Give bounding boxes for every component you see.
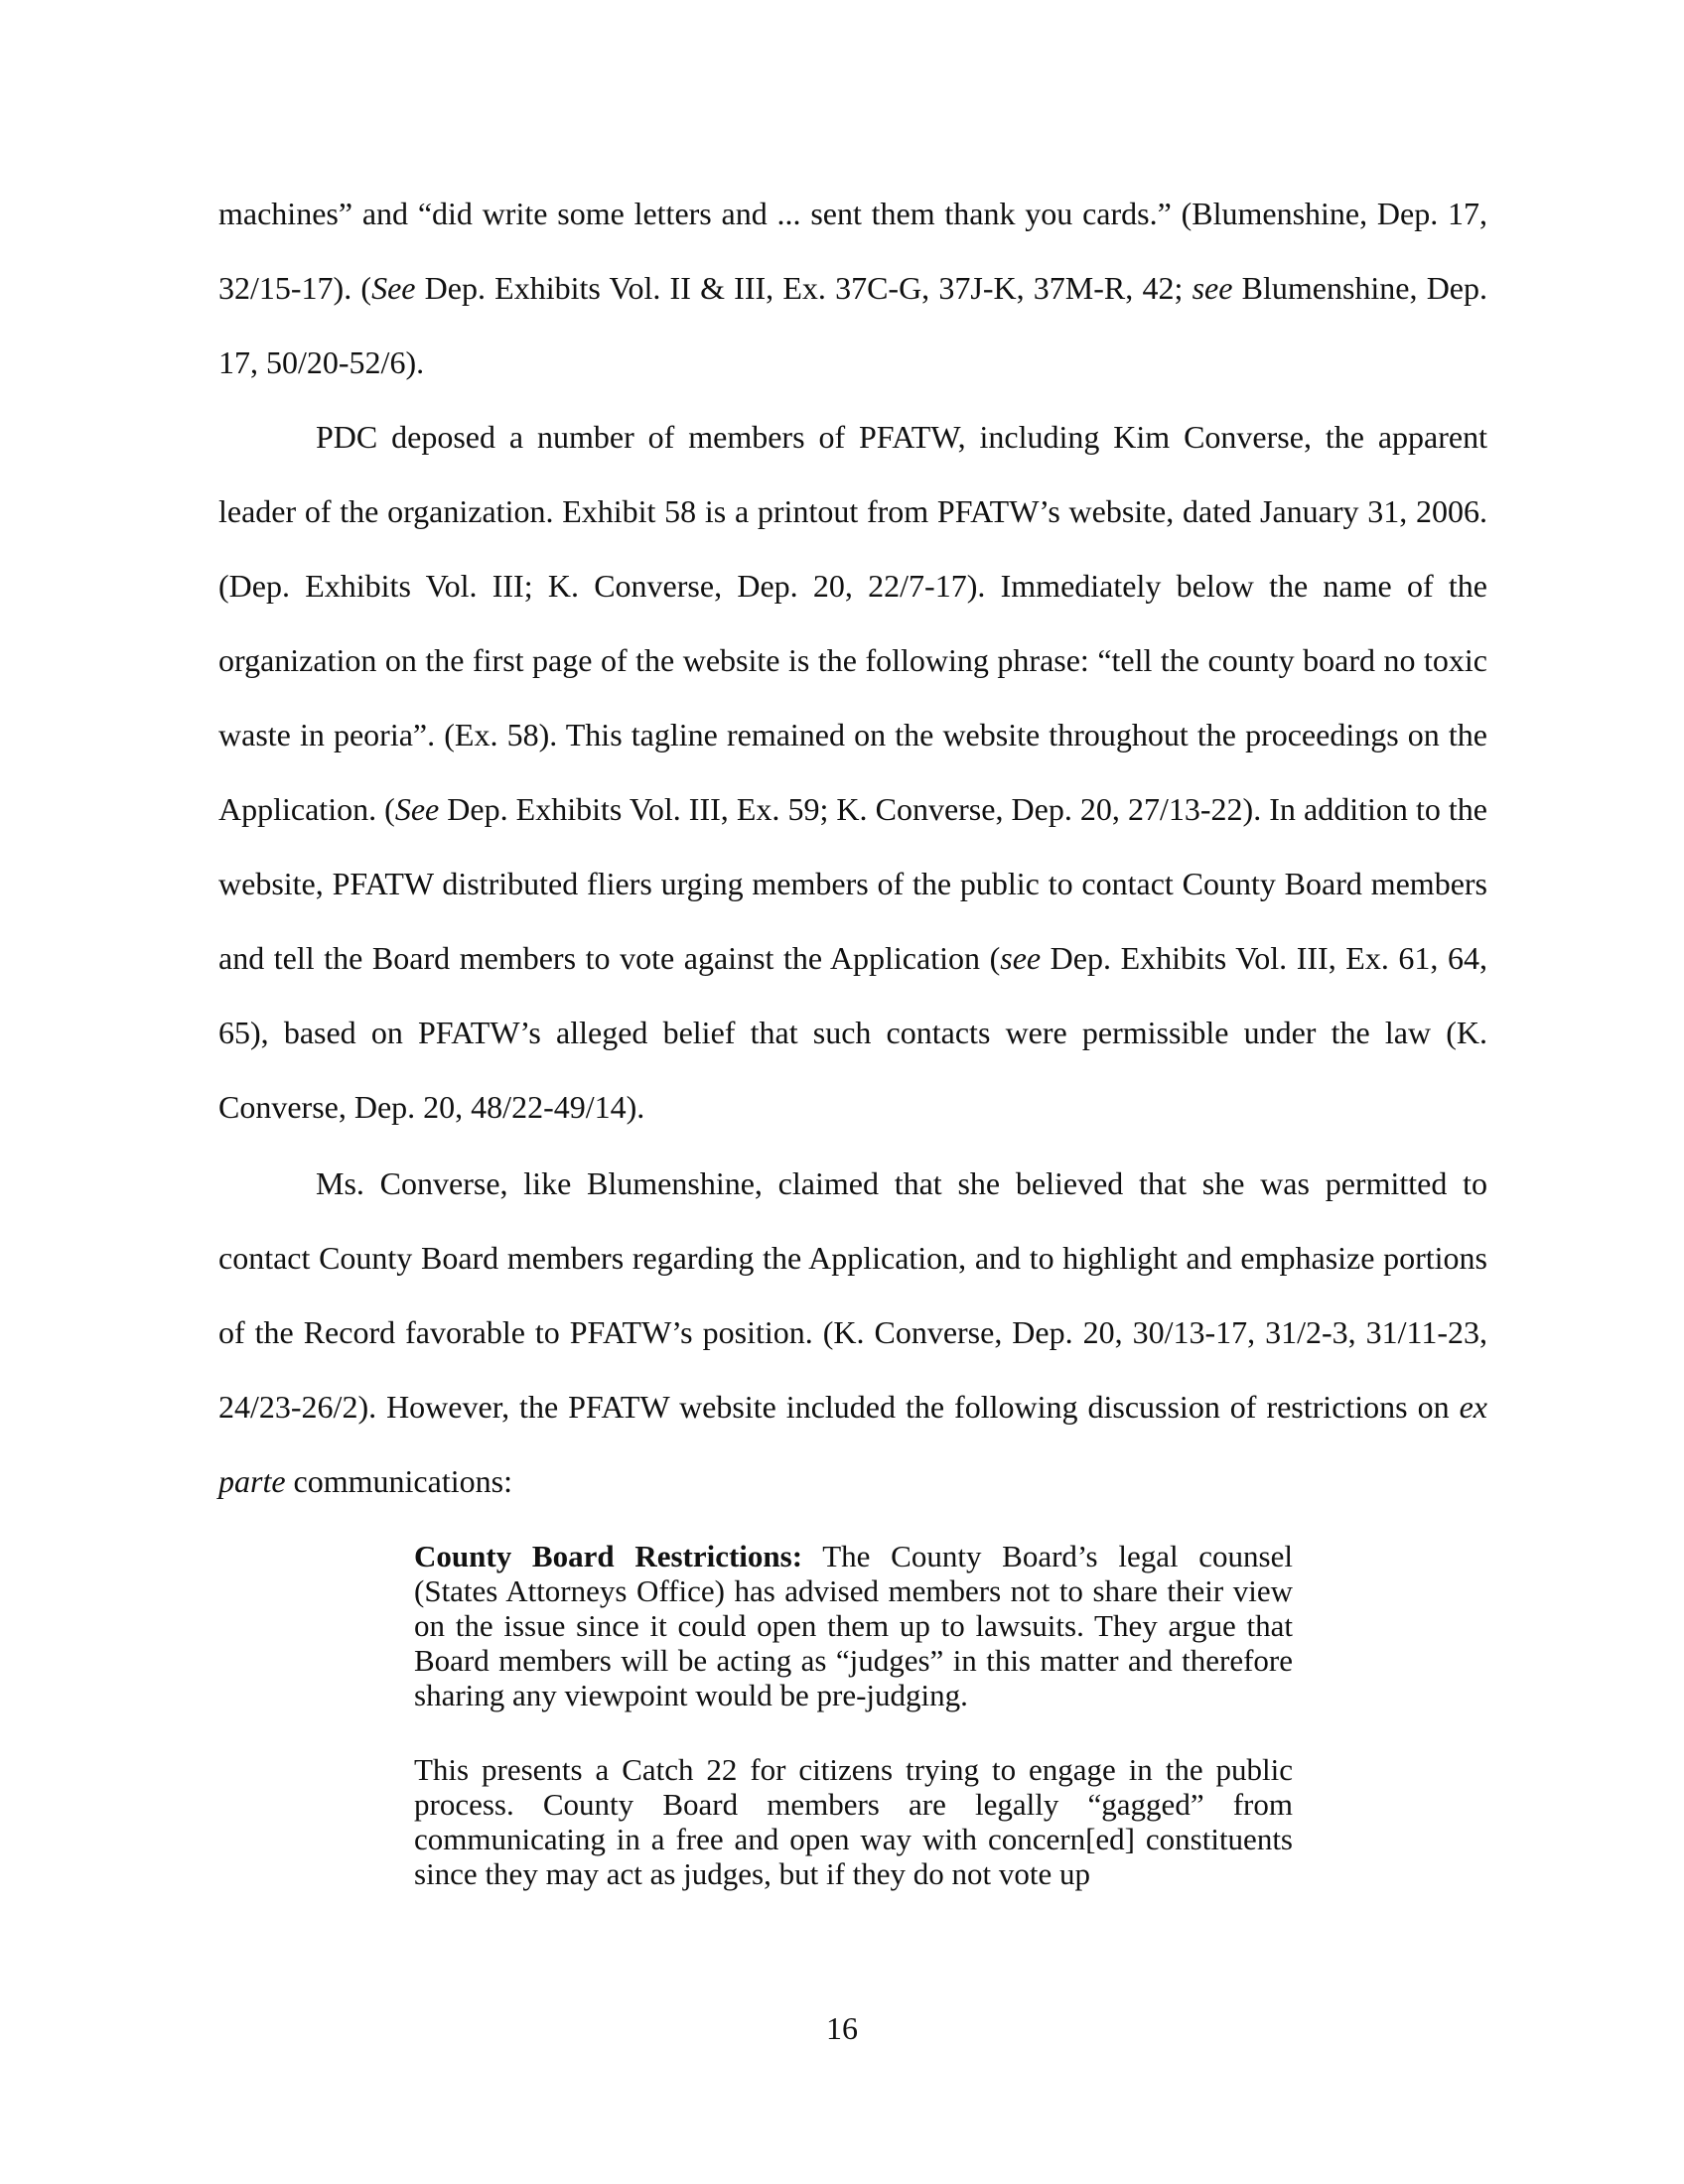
block-quote-1 (414, 1539, 1293, 1712)
paragraph-2-text-a: PDC deposed a number of members of PFATW, including Kim Converse, the apparent leader of the organization. Exhibit 58 is a printout from PFATW’s website, dated January 31, 2006. (Dep. Exhibits Vol. III; K. Converse, Dep. 20, 22/7-17). Immediately below the name of the organization on the first page of the website is the following phrase: “tell the county board no toxic waste in peoria”. (Ex. 58). This tagline remained on the website throughout the proceedings on the Application. ( (218, 419, 1487, 827)
block-quote-1-text: The County Board’s legal counsel (States Attorneys Office) has advised members not to share their view on the issue since it could open them up to lawsuits. They argue that Board members will be acting as “judges” in this matter and therefore sharing any viewpoint would be pre-judging. (414, 1539, 1293, 1712)
block-quote-2-text: This presents a Catch 22 for citizens trying to engage in the public process. County Board members are legally “gagged” from communicating in a free and open way with concern[ed] constituents since they may act as judges, but if they do not vote up (414, 1752, 1293, 1891)
paragraph-1-text-a: machines” and “did write some letters and ... sent them thank you cards.” (Blumenshine, Dep. 17, 32/15-17). ( (218, 196, 1487, 306)
paragraph-2-see-1: See (394, 791, 440, 827)
paragraph-2-text-b: Dep. Exhibits Vol. III, Ex. 59; K. Converse, Dep. 20, 27/13-22). In addition to the website, PFATW distributed fliers urging members of the public to contact County Board members and tell the Board members to vote against the Application ( (218, 791, 1488, 976)
paragraph-2-see-2: see (1000, 940, 1042, 976)
paragraph-1 (218, 177, 1487, 400)
paragraph-2 (218, 400, 1487, 1145)
paragraph-1-see-2: see (1192, 270, 1233, 306)
paragraph-1-text-c: Blumenshine, Dep. 17, 50/20-52/6). (218, 270, 1488, 380)
paragraph-1-text-b: Dep. Exhibits Vol. II & III, Ex. 37C-G, 37J-K, 37M-R, 42; (415, 270, 1193, 306)
paragraph-3-ex-parte: ex parte (218, 1389, 1487, 1499)
paragraph-3-text-b: communications: (285, 1463, 512, 1499)
block-quote-2 (414, 1752, 1293, 1891)
page-number: 16 (826, 2010, 858, 2046)
paragraph-1-see-1: See (371, 270, 416, 306)
block-quote-heading: County Board Restrictions: (414, 1539, 803, 1573)
paragraph-3-text-a: Ms. Converse, like Blumenshine, claimed that she believed that she was permitted to contact County Board members regarding the Application, and to highlight and emphasize portions of the Record favorable to PFATW’s position. (K. Converse, Dep. 20, 30/13-17, 31/2-3, 31/11-23, 24/23-26/2). However, the PFATW website included the following discussion of restrictions on (218, 1165, 1487, 1425)
paragraph-3 (218, 1147, 1487, 1519)
paragraph-2-text-c: Dep. Exhibits Vol. III, Ex. 61, 64, 65), based on PFATW’s alleged belief that such contacts were permissible under the law (K. Converse, Dep. 20, 48/22-49/14). (218, 940, 1488, 1125)
